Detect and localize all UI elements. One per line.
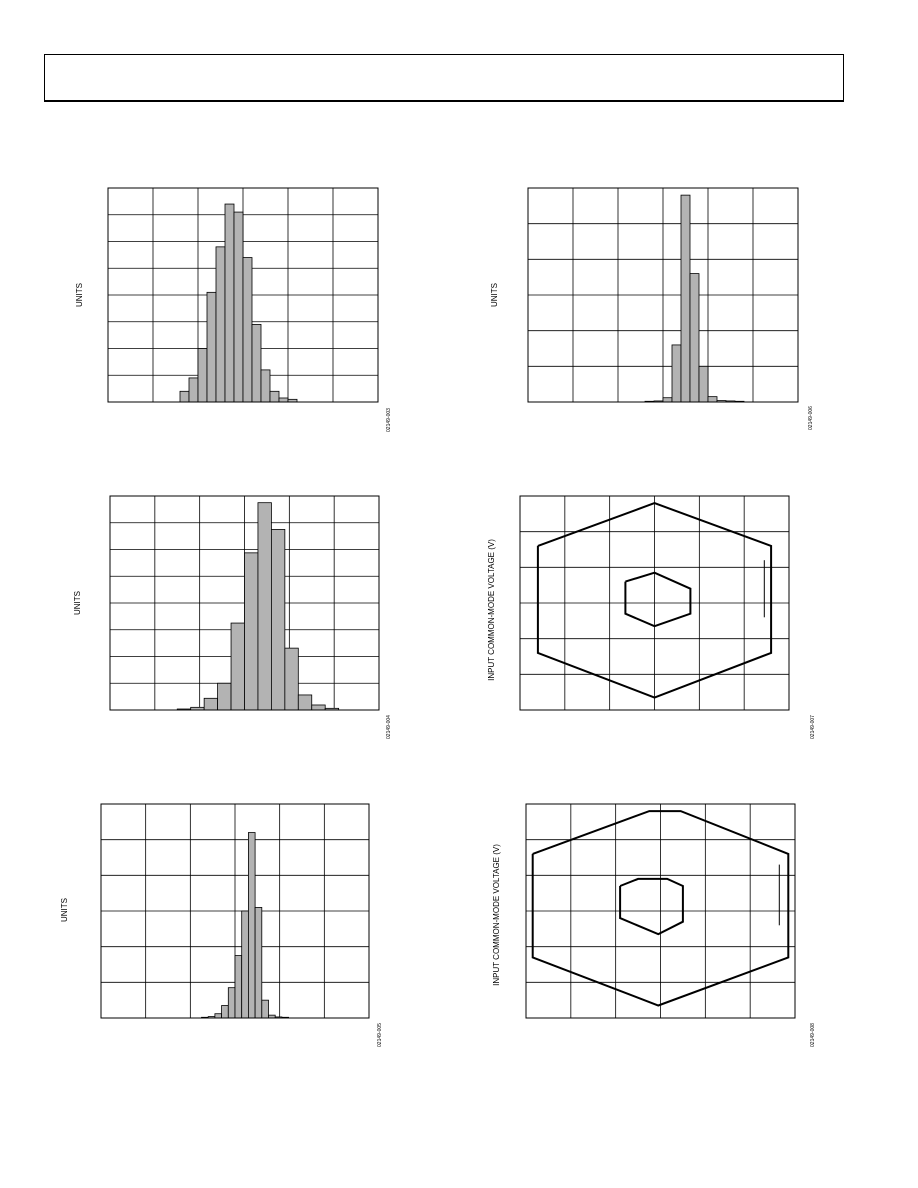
- bar: [228, 988, 235, 1018]
- bars: [177, 503, 338, 710]
- bars: [180, 204, 297, 402]
- y-axis-label: INPUT COMMON-MODE VOLTAGE (V): [492, 844, 501, 986]
- bar: [262, 1000, 269, 1018]
- bar: [180, 391, 189, 402]
- bar: [245, 553, 258, 710]
- chart-1: [75, 188, 392, 432]
- bars: [645, 195, 744, 402]
- series-line-2: [620, 879, 683, 934]
- bar: [255, 907, 262, 1018]
- bar: [285, 648, 298, 710]
- bar: [207, 292, 216, 402]
- bar: [225, 204, 234, 402]
- bar: [248, 833, 255, 1018]
- series-line-2: [625, 573, 690, 627]
- bar: [218, 683, 231, 710]
- bar: [243, 258, 252, 402]
- chart-4: [60, 804, 383, 1047]
- bar: [663, 398, 672, 402]
- bar: [215, 1014, 222, 1018]
- bar: [672, 345, 681, 402]
- bar: [271, 529, 284, 710]
- bar: [270, 391, 279, 402]
- bar: [708, 397, 717, 402]
- bar: [258, 503, 271, 710]
- bar: [235, 956, 242, 1018]
- bar: [261, 370, 270, 402]
- figure-code: 02149-006: [808, 406, 814, 430]
- bar: [204, 698, 217, 710]
- y-axis-label: INPUT COMMON-MODE VOLTAGE (V): [487, 539, 496, 681]
- y-axis-label: UNITS: [75, 283, 84, 307]
- bar: [222, 1006, 229, 1018]
- gridlines: [520, 496, 789, 710]
- bar: [252, 324, 261, 402]
- y-axis-label: UNITS: [73, 591, 82, 615]
- figure-code: 02149-007: [810, 715, 816, 739]
- bar: [312, 705, 325, 710]
- chart-3: [73, 496, 392, 739]
- bar: [242, 911, 249, 1018]
- bar: [699, 366, 708, 402]
- chart-6: [492, 804, 816, 1047]
- gridlines: [528, 188, 798, 402]
- figure-code: 02149-003: [386, 408, 392, 432]
- figure-code: 02149-005: [377, 1023, 383, 1047]
- figure-code: 02149-008: [810, 1023, 816, 1047]
- bar: [189, 378, 198, 402]
- figure-code: 02149-004: [386, 715, 392, 739]
- bar: [198, 349, 207, 403]
- bar: [216, 247, 225, 402]
- bar: [298, 695, 311, 710]
- bars: [202, 833, 289, 1018]
- gridlines: [526, 804, 795, 1018]
- bar: [690, 274, 699, 402]
- y-axis-label: UNITS: [60, 898, 69, 922]
- chart-2: [490, 188, 814, 430]
- bar: [279, 398, 288, 402]
- chart-5: [487, 496, 816, 739]
- bar: [231, 623, 244, 710]
- bar: [234, 212, 243, 402]
- y-axis-label: UNITS: [490, 283, 499, 307]
- bar: [681, 195, 690, 402]
